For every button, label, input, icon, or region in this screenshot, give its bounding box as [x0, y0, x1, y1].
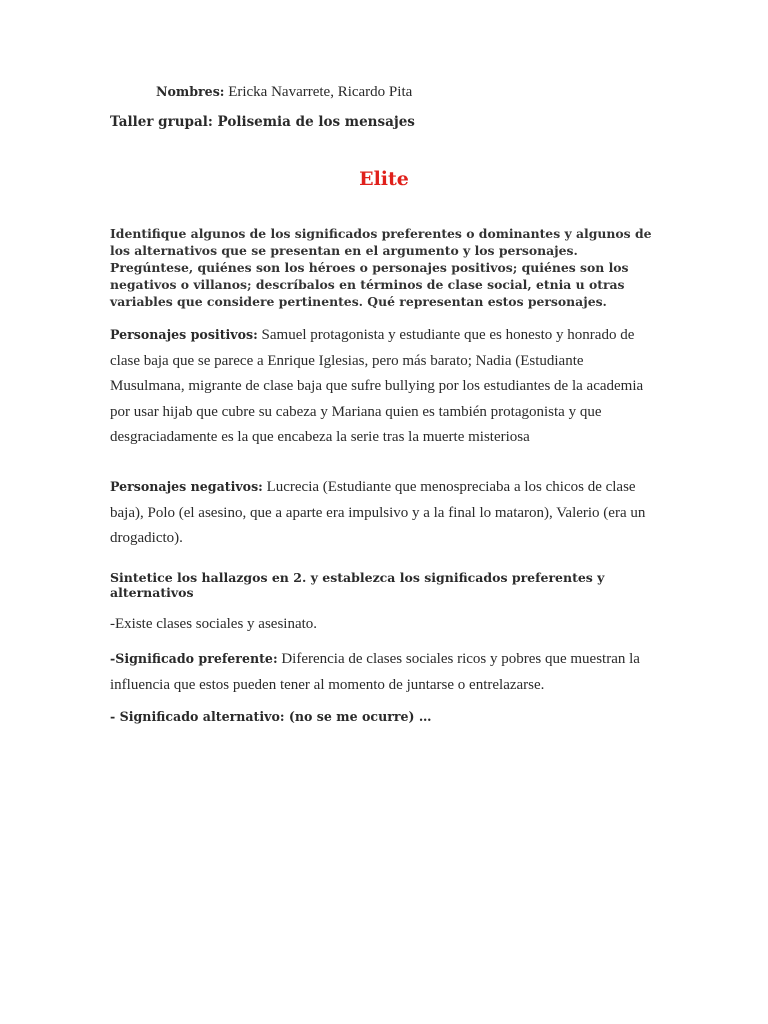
prompt-paragraph: Identifique algunos de los significados preferentes o dominantes y algunos de los alternativos que se presentan en el argumento y los personajes. Pregúntese, quiénes son los héroes o personajes positivos; quiénes son los negativos o villanos; descríbalos en términos de clase social, etnia u otras variables que considere pertinentes. Qué representan estos personajes.: [110, 226, 652, 309]
positive-characters-label: Personajes positivos:: [110, 327, 258, 342]
workshop-title: Taller grupal: Polisemia de los mensajes: [110, 114, 415, 130]
negative-characters-paragraph: [110, 474, 658, 552]
names-line: [156, 84, 658, 101]
positive-characters-text: Samuel protagonista y estudiante que es honesto y honrado de clase baja que se parece a Enrique Iglesias, pero más barato; Nadia (Estudiante Musulmana, migrante de clase baja que sufre bullying por los estudiantes de la academia por usar hijab que cubre su cabeza y Mariana quien es también protagonista y que desgraciadamente es la que encabeza la serie tras la muerte misteriosa: [110, 327, 644, 445]
alternative-meaning-line: - Significado alternativo: (no se me ocurre) …: [110, 709, 432, 724]
existe-line: -Existe clases sociales y asesinato.: [110, 616, 318, 632]
preferred-meaning-text: Diferencia de clases sociales ricos y pobres que muestran la influencia que estos pueden tener al momento de juntarse o entrelazarse.: [110, 651, 640, 693]
positive-characters-paragraph: [110, 322, 658, 451]
names-label: Nombres:: [156, 84, 225, 99]
synthesis-heading: Sintetice los hallazgos en 2. y establezca los significados preferentes y alternativos: [110, 570, 605, 600]
names-value: Ericka Navarrete, Ricardo Pita: [224, 84, 413, 100]
preferred-meaning-label: -Significado preferente:: [110, 651, 278, 666]
negative-characters-text: Lucrecia (Estudiante que menospreciaba a los chicos de clase baja), Polo (el asesino, que a aparte era impulsivo y a la final lo mataron), Valerio (era un drogadicto).: [110, 479, 646, 546]
preferred-meaning-paragraph: [110, 646, 658, 698]
document-title: Elite: [359, 168, 409, 190]
negative-characters-label: Personajes negativos:: [110, 479, 263, 494]
